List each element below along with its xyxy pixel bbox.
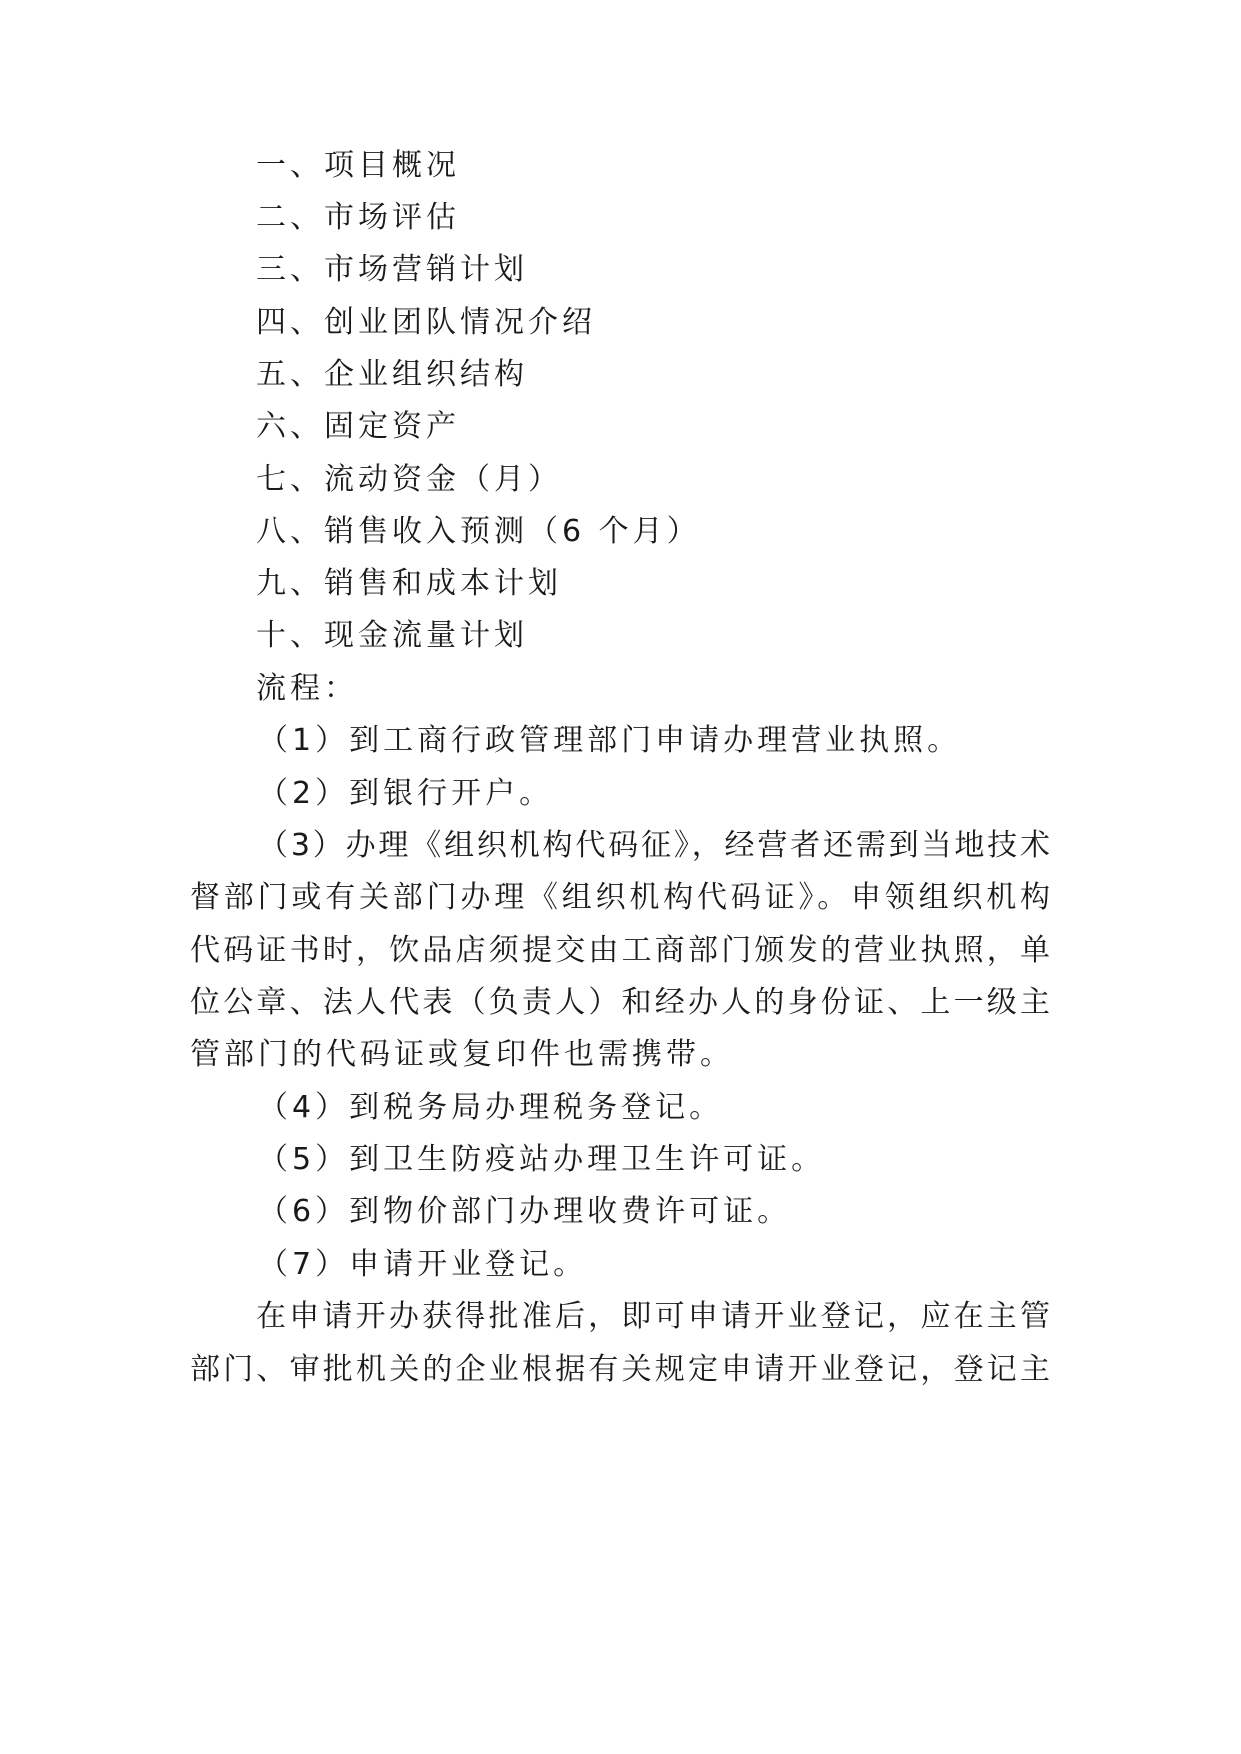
outline-item-3: 三、市场营销计划 [256,252,528,287]
step-6: （6）到物价部门办理收费许可证。 [258,1194,792,1229]
outline-item-5: 五、企业组织结构 [256,357,528,392]
step-1: （1）到工商行政管理部门申请办理营业执照。 [258,723,962,758]
closing-paragraph-line-1: 在申请开办获得批准后，即可申请开业登记，应在主管 [256,1299,1050,1334]
outline-item-7: 七、流动资金（月） [256,462,562,497]
outline-item-4: 四、创业团队情况介绍 [256,305,596,340]
step-2: （2）到银行开户。 [258,776,554,811]
outline-item-1: 一、项目概况 [256,148,460,183]
outline-item-2: 二、市场评估 [256,200,460,235]
step-7: （7）申请开业登记。 [258,1247,588,1282]
step-3-line-5: 管部门的代码证或复印件也需携带。 [190,1037,734,1072]
process-heading: 流程： [256,671,358,706]
step-3-line-4: 位公章、法人代表（负责人）和经办人的身份证、上一级主 [190,985,1050,1020]
step-3-line-2: 督部门或有关部门办理《组织机构代码证》。申领组织机构 [190,880,1050,915]
outline-item-8: 八、销售收入预测（6 个月） [256,514,701,549]
step-4: （4）到税务局办理税务登记。 [258,1090,724,1125]
step-3-line-1: （3）办理《组织机构代码征》，经营者还需到当地技术 [258,828,1050,863]
step-3-line-3: 代码证书时，饮品店须提交由工商部门颁发的营业执照，单 [190,933,1050,968]
outline-item-6: 六、固定资产 [256,409,460,444]
outline-item-10: 十、现金流量计划 [256,618,528,653]
outline-item-9: 九、销售和成本计划 [256,566,562,601]
step-5: （5）到卫生防疫站办理卫生许可证。 [258,1142,826,1177]
closing-paragraph-line-2: 部门、审批机关的企业根据有关规定申请开业登记，登记主 [190,1352,1050,1387]
